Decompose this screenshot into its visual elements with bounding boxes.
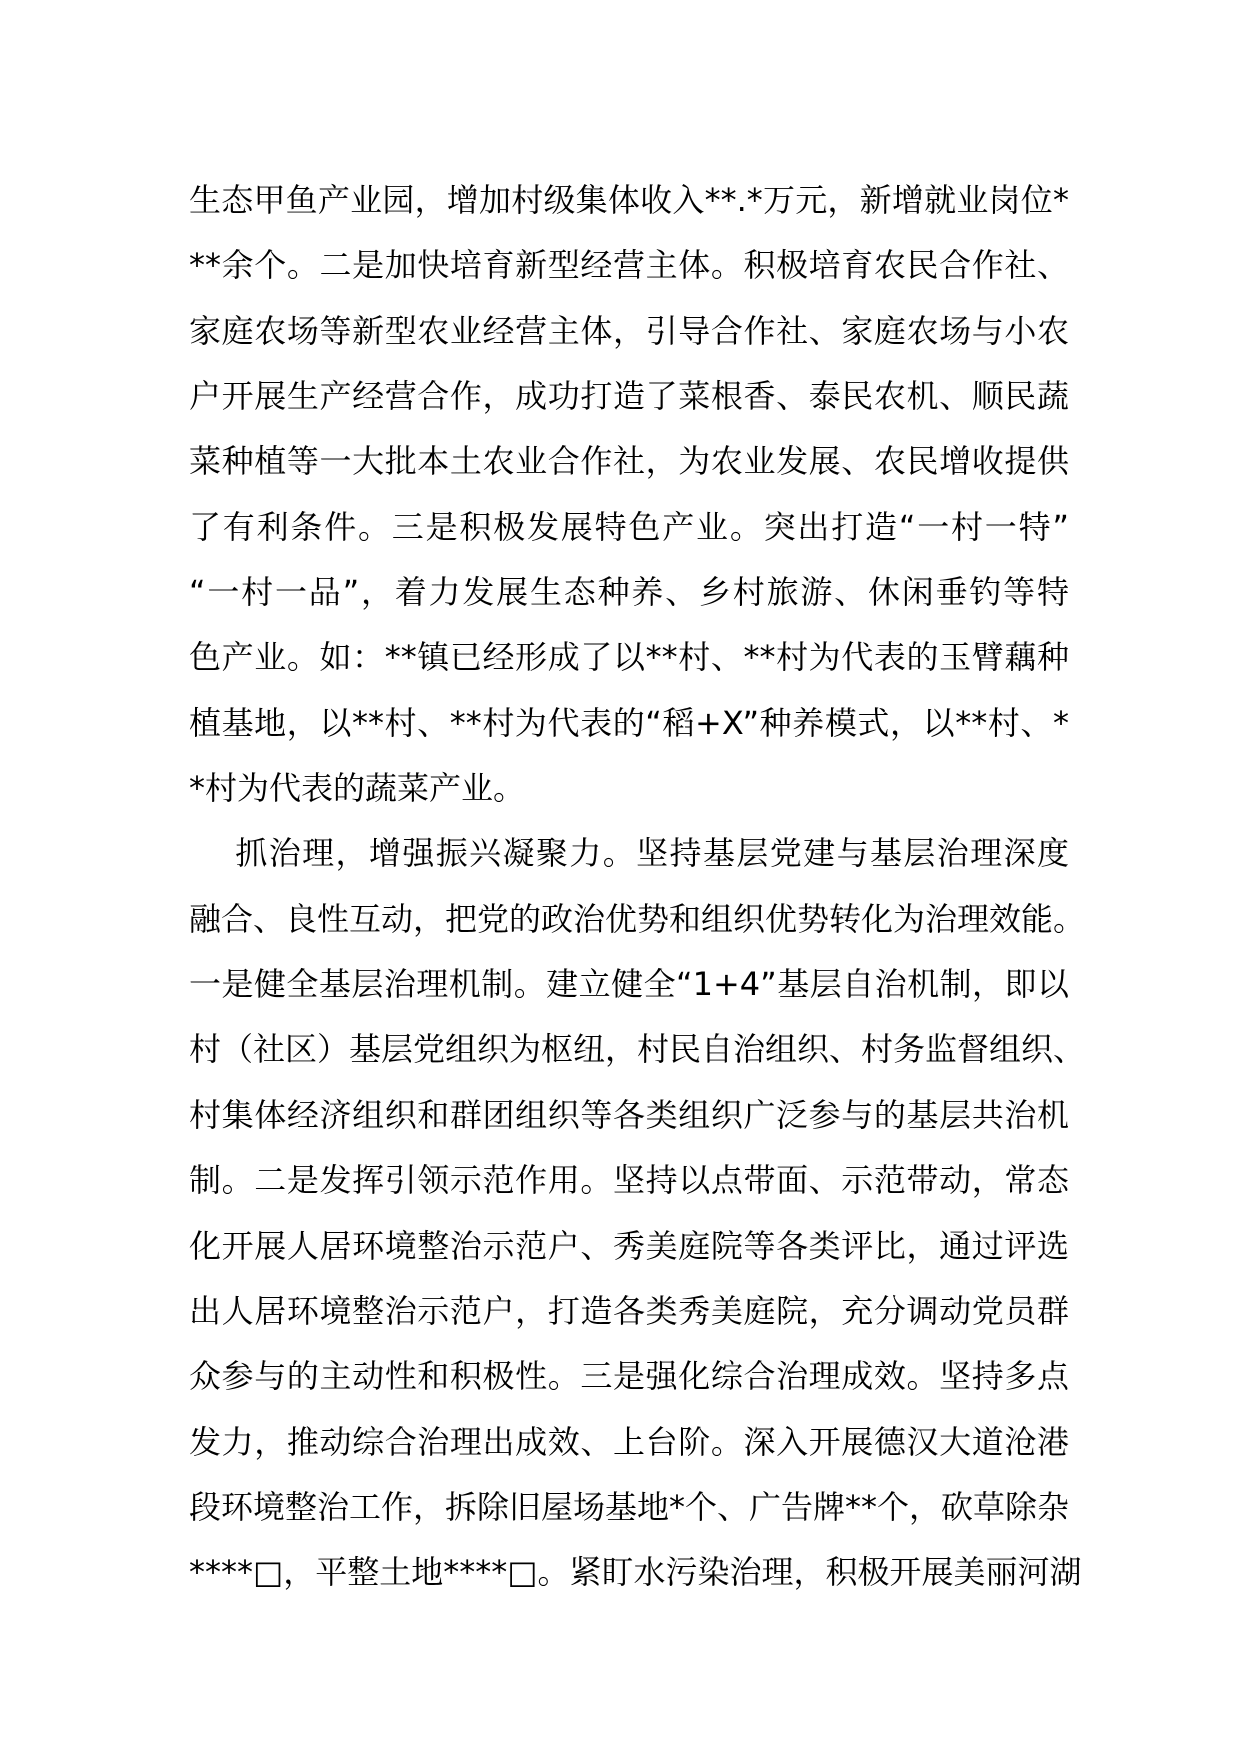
body-text bbox=[189, 168, 1086, 1671]
paragraph-2 bbox=[189, 821, 1086, 1670]
text-line: **余个。二是加快培育新型经营主体。积极培育农民合作社、 bbox=[189, 246, 1069, 285]
text-line: 户开展生产经营合作，成功打造了菜根香、泰民农机、顺民蔬 bbox=[189, 377, 1069, 416]
text-line: 一是健全基层治理机制。建立健全“1+4”基层自治机制，即以 bbox=[189, 965, 1069, 1004]
text-line: 生态甲鱼产业园，增加村级集体收入**.*万元，新增就业岗位* bbox=[189, 181, 1069, 219]
text-line: 抓治理，增强振兴凝聚力。坚持基层党建与基层治理深度 bbox=[189, 834, 1069, 873]
text-line: *村为代表的蔬菜产业。 bbox=[189, 769, 526, 808]
text-line: 村（社区）基层党组织为枢纽，村民自治组织、村务监督组织、 bbox=[189, 1030, 1086, 1069]
text-line: 融合、良性互动，把党的政治优势和组织优势转化为治理效能。 bbox=[189, 899, 1086, 938]
text-line: “一村一品”，着力发展生态种养、乡村旅游、休闲垂钓等特 bbox=[189, 573, 1069, 612]
text-line: 制。二是发挥引领示范作用。坚持以点带面、示范带动，常态 bbox=[189, 1161, 1069, 1200]
text-line: 植基地，以**村、**村为代表的“稻+X”种养模式，以**村、* bbox=[189, 703, 1069, 742]
text-line: 众参与的主动性和积极性。三是强化综合治理成效。坚持多点 bbox=[189, 1357, 1069, 1396]
text-line: 村集体经济组织和群团组织等各类组织广泛参与的基层共治机 bbox=[189, 1095, 1069, 1134]
text-line: 色产业。如：**镇已经形成了以**村、**村为代表的玉臂藕种 bbox=[189, 638, 1069, 677]
text-line: 了有利条件。三是积极发展特色产业。突出打造“一村一特” bbox=[189, 507, 1069, 546]
text-line: 段环境整治工作，拆除旧屋场基地*个、广告牌**个，砍草除杂 bbox=[189, 1487, 1070, 1526]
text-line: 化开展人居环境整治示范户、秀美庭院等各类评比，通过评选 bbox=[189, 1226, 1069, 1265]
text-line: 出人居环境整治示范户，打造各类秀美庭院，充分调动党员群 bbox=[189, 1291, 1069, 1330]
text-line bbox=[189, 1606, 1069, 1671]
text-line: 菜种植等一大批本土农业合作社，为农业发展、农民增收提供 bbox=[189, 442, 1069, 481]
text-line: 发力，推动综合治理出成效、上台阶。深入开展德汉大道沧港 bbox=[189, 1422, 1069, 1461]
text-line: ****□，平整土地****□。紧盯水污染治理，积极开展美丽河湖 bbox=[189, 1553, 1082, 1592]
text-line: 家庭农场等新型农业经营主体，引导合作社、家庭农场与小农 bbox=[189, 311, 1069, 350]
paragraph-1 bbox=[189, 168, 1069, 821]
